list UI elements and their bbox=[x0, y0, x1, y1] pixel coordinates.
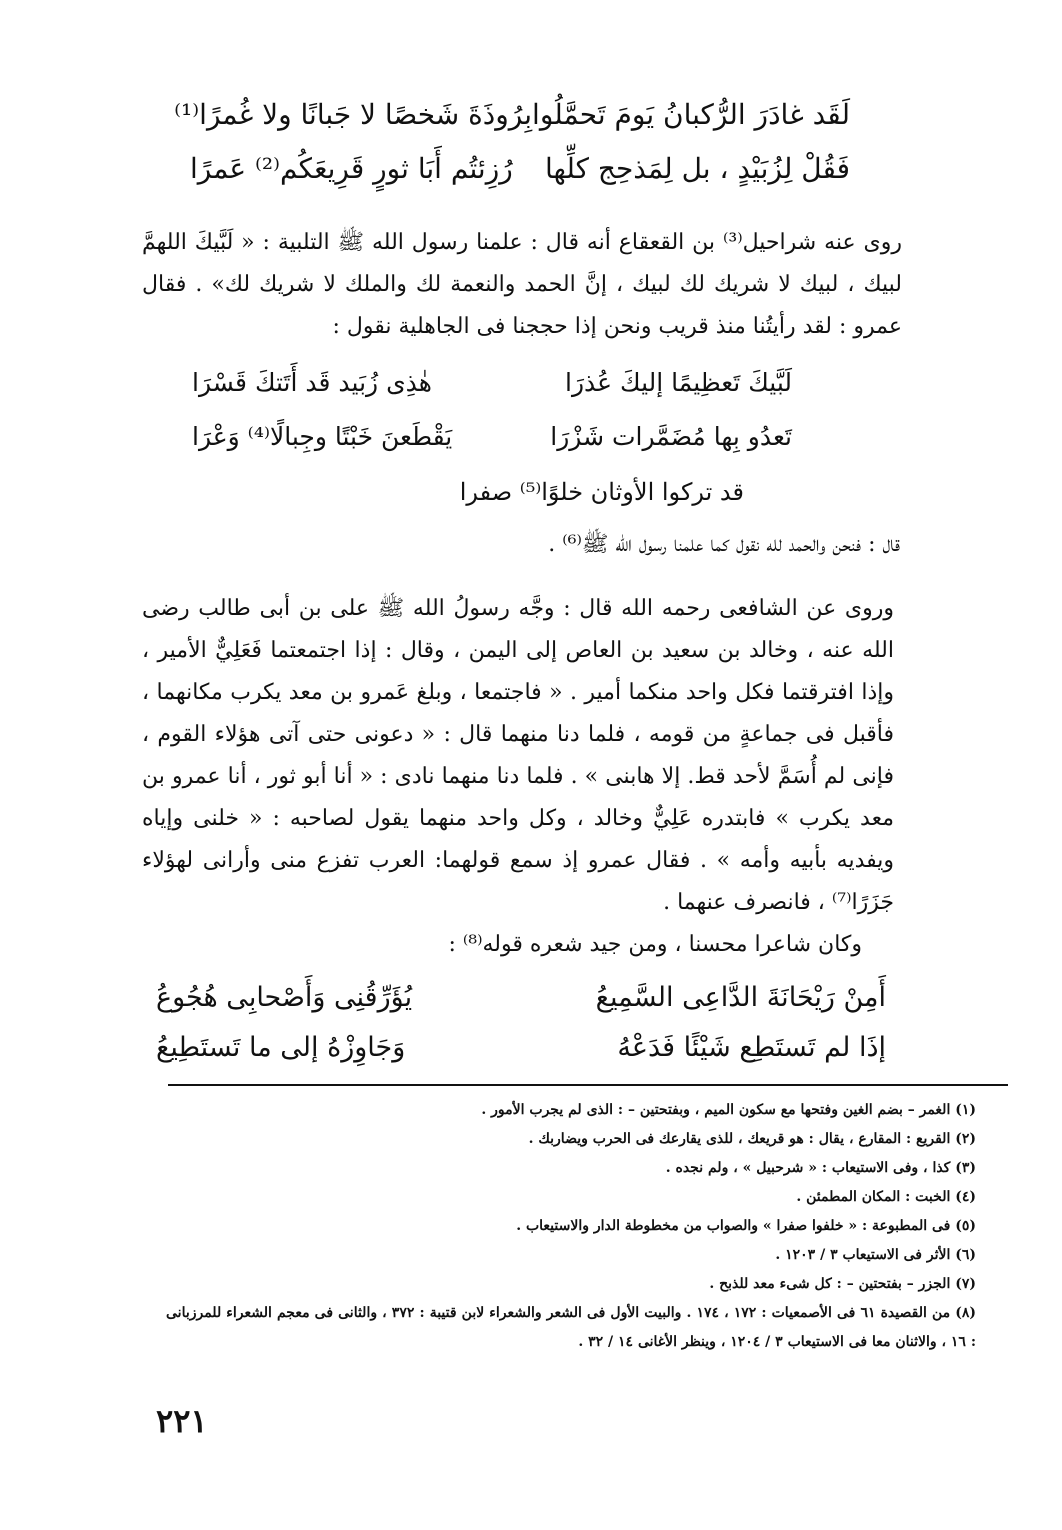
footnote-2: (٢) القريع : المقارع ، يقال : هو قريعك ، للذى يقارعك فى الحرب ويضاربك . bbox=[528, 1131, 976, 1147]
poem2-verse-2 bbox=[156, 1032, 886, 1063]
rajaz-verse-1 bbox=[192, 368, 792, 397]
rajaz-final-line: قد تركوا الأوثان خلوًا⁽⁵⁾ صفرا bbox=[459, 478, 744, 506]
paragraph-talbiya-conclusion: قال : فنحن والحمد لله نقول كما علمنا رسول الله ﷺ⁽⁶⁾ . bbox=[548, 532, 900, 557]
paragraph-poetry-intro: وكان شاعرا محسنا ، ومن جيد شعره قوله⁽⁸⁾ : bbox=[448, 932, 862, 957]
poem1-verse-1 bbox=[174, 98, 850, 131]
page-number: ٢٢١ bbox=[156, 1402, 208, 1440]
paragraph-talbiya: روى عنه شراحيل⁽³⁾ بن القعقاع أنه قال : علمنا رسول الله ﷺ التلبية : « لَبَّيكَ اللهمَّ لبيك ، لبيك لا شريك لك لبيك ، إنَّ الحمد والنعمة لك والملك لا شريك لك» . فقال عمرو : لقد رأيتُنا منذ قريب ونحن إذا حججنا فى الجاهلية نقول : bbox=[142, 230, 902, 339]
hemistich-second: وَجَاوِزْهُ إلى ما تَستَطِيعُ bbox=[156, 1032, 406, 1063]
rajaz-verse-2 bbox=[192, 422, 792, 451]
footnote-3: (٣) كذا ، وفى الاستيعاب : « شرحبيل » ، ولم نجده . bbox=[665, 1160, 976, 1176]
hemistich-first: لَقَد غادَرَ الرُّكبانُ يَومَ تَحمَّلُوا bbox=[532, 98, 850, 131]
footnote-1: (١) الغمر – بضم الغين وفتحها مع سكون الميم ، وبفتحتين – : الذى لم يجرب الأمور . bbox=[481, 1102, 976, 1118]
hemistich-second: رُزِئتُم أَبَا ثورٍ قَرِيعَكُم⁽²⁾ عَمرًا bbox=[190, 152, 513, 185]
poem2-verse-1 bbox=[156, 982, 886, 1013]
footnote-7: (٧) الجزر – بفتحتين – : كل شىء معد للذبح . bbox=[709, 1276, 976, 1292]
hemistich-first: فَقُلْ لِزُبَيْدٍ ، بل لِمَذحِج كلِّها bbox=[544, 152, 850, 185]
hemistich-first: أَمِنْ رَيْحَانَةَ الدَّاعِى السَّمِيعُ bbox=[595, 982, 886, 1013]
rajaz-first-half: لَبَّيكَ تَعظِيمًا إليكَ عُذرَا bbox=[565, 368, 792, 397]
footnote-separator bbox=[168, 1084, 1008, 1086]
rajaz-first-half: تَعدُو بِها مُضَمَّرات شَزْرَا bbox=[550, 422, 792, 451]
hemistich-second: بِرُوذَةَ شَخصًا لا جَبانًا ولا غُمرًا⁽¹⁾ bbox=[174, 98, 533, 131]
poem1-verse-2 bbox=[190, 152, 850, 185]
hemistich-first: إذَا لم تَستَطِع شَيْئًا فَدَعْهُ bbox=[617, 1032, 886, 1063]
footnote-5: (٥) فى المطبوعة : « خلفوا صفرا » والصواب من مخطوطة الدار والاستيعاب . bbox=[516, 1218, 976, 1234]
hemistich-second: يُؤَرِّقُنِى وَأَصْحابِى هُجُوعُ bbox=[156, 982, 413, 1013]
footnote-6: (٦) الأثر فى الاستيعاب ٣ / ١٢٠٣ . bbox=[775, 1247, 976, 1263]
footnotes bbox=[166, 1096, 976, 1357]
paragraph-yemen-story: وروى عن الشافعى رحمه الله قال : وجَّه رسولُ الله ﷺ على بن أبى طالب رضى الله عنه ، وخالد بن سعيد بن العاص إلى اليمن ، وقال : إذا اجتمعتما فَعَلِيٌّ الأمير ، وإذا افترقتما فكل واحد منكما أمير . « فاجتمعا ، وبلغ عَمرو بن معد يكرب مكانهما ، فأقبل فى جماعةٍ من قومه ، فلما دنا منهما قال : « دعونى حتى آتى هؤلاء القوم ، فإنى لم أُسَمَّ لأحد قط. إلا هابنى » . فلما دنا منهما نادى : « أنا أبو ثور ، أنا عمرو بن معد يكرب » فابتدره عَلِيٌّ وخالد ، وكل واحد منهما يقول لصاحبه : « خلنى وإياه ويفديه بأبيه وأمه » . فقال عمرو إذ سمع قولهما: العرب تفزع منى وأرانى لهؤلاء جَزَرًا⁽⁷⁾ ، فانصرف عنهما . bbox=[142, 596, 894, 915]
rajaz-second-half: هٰذِى زُبَيد قَد أَتَتكَ قَسْرَا bbox=[192, 368, 432, 397]
footnote-8: (٨) من القصيدة ٦١ فى الأصمعيات : ١٧٢ ، ١٧٤ . والبيت الأول فى الشعر والشعراء لابن قتيبة : ٣٧٢ ، والثانى فى معجم الشعراء للمرزبانى : ١٦ ، والاثنان معا فى الاستيعاب ٣ / ١٢٠٤ ، وينظر الأغانى ١٤ / ٣٢ . bbox=[166, 1305, 976, 1350]
footnote-4: (٤) الخبت : المكان المطمئن . bbox=[796, 1189, 976, 1205]
rajaz-second-half: يَقْطَعنَ خَبْتًا وجِبالًا⁽⁴⁾ وَعْرَا bbox=[192, 422, 453, 451]
